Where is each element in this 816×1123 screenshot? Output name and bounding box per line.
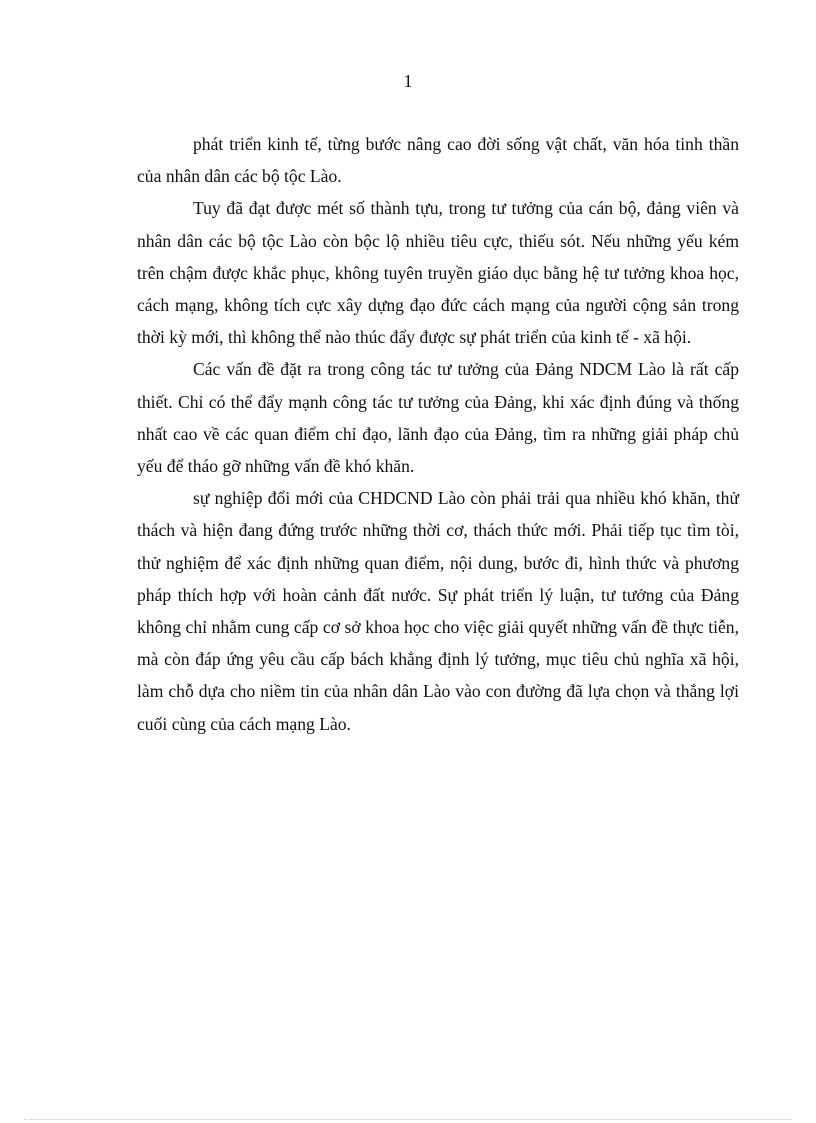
paragraph-3: Các vấn đề đặt ra trong công tác tư tưởng của Đảng NDCM Lào là rất cấp thiết. Chỉ có thể đẩy mạnh công tác tư tưởng của Đảng, khi xác định đúng và thống nhất cao về các quan điểm chỉ đạo, lãnh đạo của Đảng, tìm ra những giải pháp chủ yếu để tháo gỡ những vấn đề khó khăn. bbox=[137, 359, 739, 477]
page-number: 1 bbox=[403, 71, 413, 91]
page-bottom-divider bbox=[24, 1119, 792, 1120]
paragraph-1: phát triển kinh tế, từng bước nâng cao đời sống vật chất, văn hóa tinh thần của nhân dân các bộ tộc Lào. bbox=[137, 134, 739, 187]
paragraph-2: Tuy đã đạt được mét số thành tựu, trong tư tưởng của cán bộ, đảng viên và nhân dân các bộ tộc Lào còn bộc lộ nhiều tiêu cực, thiếu sót. Nếu những yếu kém trên chậm được khắc phục, không tuyên truyền giáo dục bằng hệ tư tưởng khoa học, cách mạng, không tích cực xây dựng đạo đức cách mạng của người cộng sản trong thời kỳ mới, thì không thể nào thúc đẩy được sự phát triển của kinh tế - xã hội. bbox=[137, 198, 739, 348]
paragraph-4: sự nghiệp đổi mới của CHDCND Lào còn phải trải qua nhiều khó khăn, thử thách và hiện đang đứng trước những thời cơ, thách thức mới. Phải tiếp tục tìm tòi, thử nghiệm để xác định những quan điểm, nội dung, bước đi, hình thức và phương pháp thích hợp với hoàn cảnh đất nước. Sự phát triển lý luận, tư tưởng của Đảng không chỉ nhằm cung cấp cơ sở khoa học cho việc giải quyết những vấn đề thực tiễn, mà còn đáp ứng yêu cầu cấp bách khẳng định lý tưởng, mục tiêu chủ nghĩa xã hội, làm chỗ dựa cho niềm tin của nhân dân Lào vào con đường đã lựa chọn và thắng lợi cuối cùng của cách mạng Lào. bbox=[137, 488, 739, 734]
body-text bbox=[137, 128, 739, 740]
